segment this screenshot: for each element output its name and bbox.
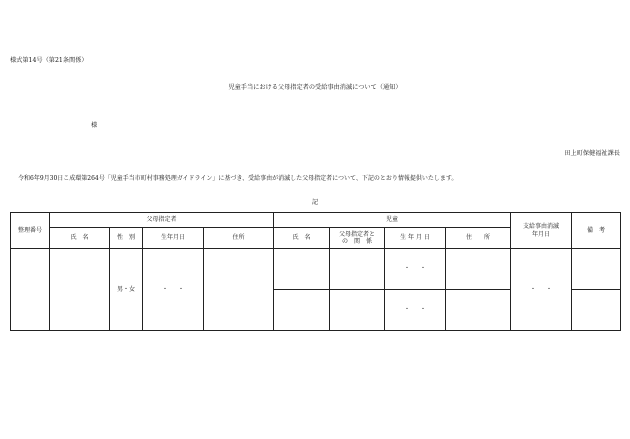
header-parent-birth: 生年月日 (143, 228, 204, 249)
header-child-birth: 生 年 月 日 (385, 228, 446, 249)
header-parent-name: 氏 名 (50, 228, 110, 249)
cell-parent-sex[interactable]: 男・女 (110, 249, 143, 331)
header-parent-group: 父母指定者 (50, 213, 274, 228)
header-child-group: 児童 (274, 213, 511, 228)
cell-child-address-2[interactable] (446, 290, 511, 331)
form-number: 様式第14号（第21条関係） (10, 57, 88, 64)
ki-heading: 記 (311, 199, 319, 206)
header-reason-date: 支給事由消滅 年月日 (511, 213, 572, 249)
addressee-suffix: 様 (91, 122, 98, 129)
cell-child-name-2[interactable] (274, 290, 330, 331)
header-child-address: 住 所 (446, 228, 511, 249)
cell-child-birth-1[interactable]: ・・ (385, 249, 446, 290)
cell-parent-birth[interactable]: ・・ (143, 249, 204, 331)
cell-reason-date[interactable]: ・・ (511, 249, 572, 331)
document-title: 児童手当における父母指定者の受給事由消滅について（通知） (228, 84, 402, 91)
cell-child-address-1[interactable] (446, 249, 511, 290)
body-text: 令和6年9月30日こ成環第264号「児童手当市町村事務処理ガイドライン」に基づき、受給事由が消滅した父母指定者について、下記のとおり情報提供いたします。 (18, 175, 458, 182)
header-parent-address: 住所 (204, 228, 274, 249)
cell-remarks-2[interactable] (572, 290, 621, 331)
cell-parent-address[interactable] (204, 249, 274, 331)
header-child-name: 氏 名 (274, 228, 330, 249)
header-seiri-number: 整理番号 (11, 213, 50, 249)
sender-name: 田上町保健福祉課長 (564, 150, 620, 157)
header-parent-sex: 性 別 (110, 228, 143, 249)
header-child-relation: 父母指定者と の 関 係 (330, 228, 385, 249)
cell-child-birth-2[interactable]: ・・ (385, 290, 446, 331)
header-remarks: 備 考 (572, 213, 621, 249)
info-table (10, 212, 621, 331)
cell-child-relation-2[interactable] (330, 290, 385, 331)
cell-remarks-1[interactable] (572, 249, 621, 290)
cell-child-relation-1[interactable] (330, 249, 385, 290)
cell-parent-name[interactable] (50, 249, 110, 331)
cell-child-name-1[interactable] (274, 249, 330, 290)
cell-seiri-number[interactable] (11, 249, 50, 331)
